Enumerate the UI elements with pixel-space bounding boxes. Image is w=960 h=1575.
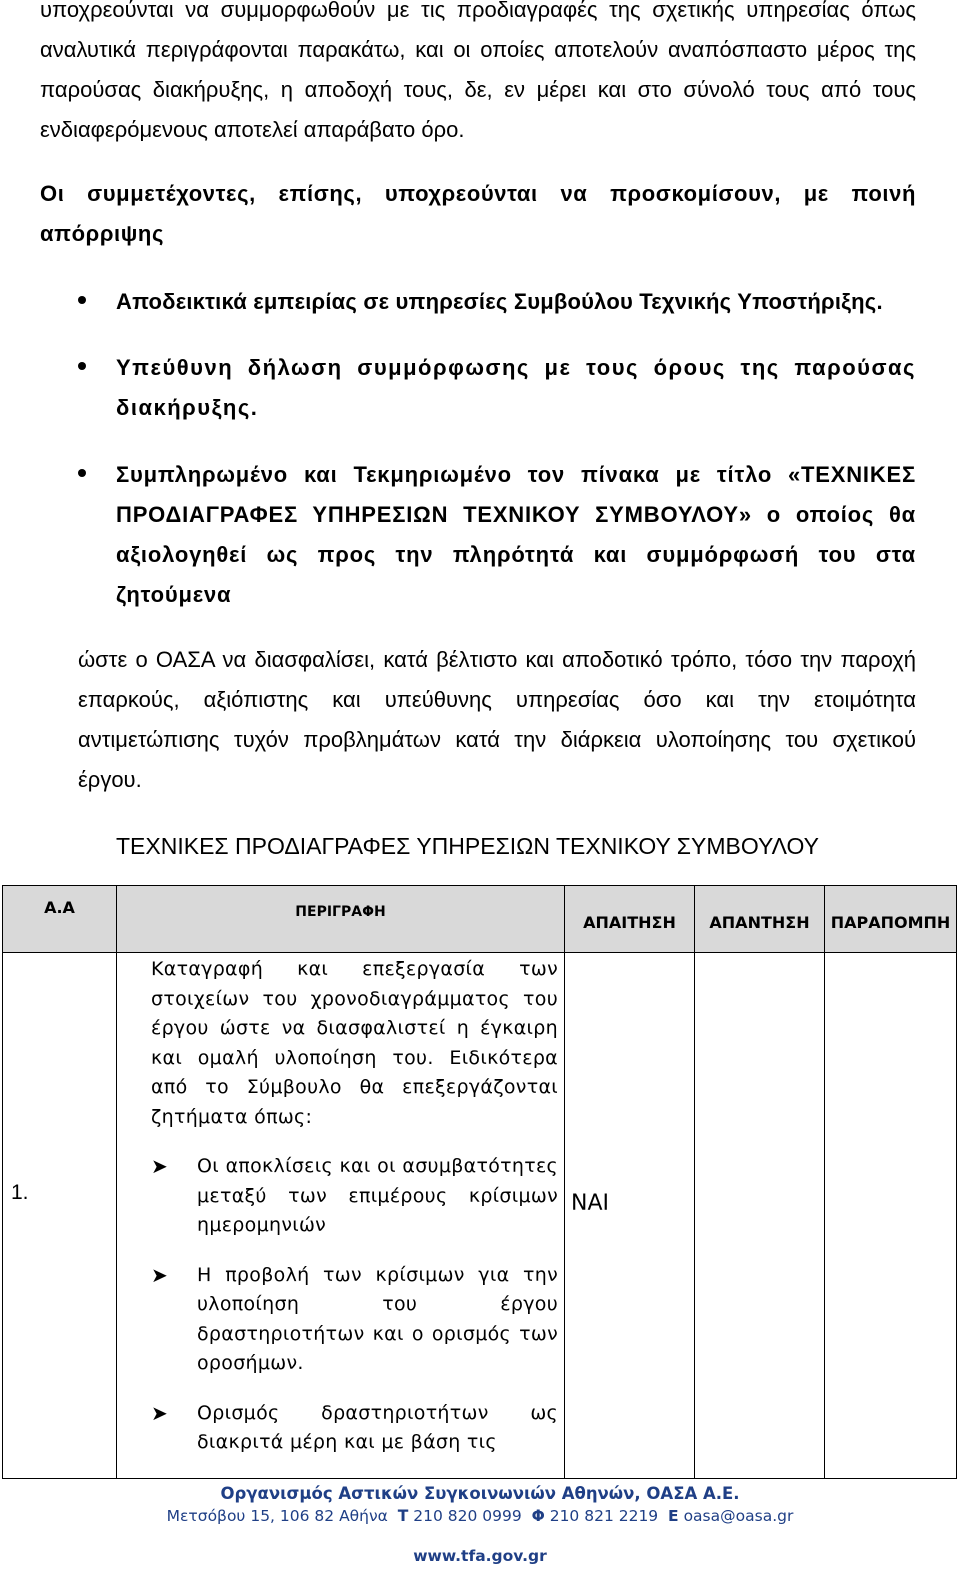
specifications-table — [2, 885, 957, 1479]
header-requirement: ΑΠΑΙΤΗΣΗ — [565, 886, 695, 953]
table-header-row — [3, 886, 957, 953]
phone-label: Τ — [397, 1507, 409, 1525]
cell-description — [117, 953, 565, 1479]
fax-label: Φ — [531, 1507, 545, 1525]
description-intro: Καταγραφή και επεξεργασία των στοιχείων του χρονοδιαγράμματος του έργου ώστε να διασφαλιστεί η έγκαιρη και ομαλή υλοποίηση του. Ειδικότερα από το Σύμβουλο θα επεξεργάζονται ζητήματα όπως: — [151, 958, 558, 1128]
table-title: ΤΕΧΝΙΚΕΣ ΠΡΟΔΙΑΓΡΑΦΕΣ ΥΠΗΡΕΣΙΩΝ ΤΕΧΝΙΚΟΥ ΣΥΜΒΟΥΛΟΥ — [116, 833, 820, 859]
header-description: ΠΕΡΙΓΡΑΦΗ — [117, 886, 565, 953]
arrow-bullet-icon: ➤ — [151, 1262, 169, 1287]
cell-requirement: ΝΑΙ — [565, 953, 695, 1479]
paragraph-purpose: ώστε ο ΟΑΣΑ να διασφαλίσει, κατά βέλτιστο και αποδοτικό τρόπο, τόσο την παροχή επαρκούς, αξιόπιστης και υπεύθυνης υπηρεσίας όσο και την ετοιμότητα αντιμετώπισης τυχόν προβλημάτων κατά την διάρκεια υλοποίησης του σχετικού έργου. — [78, 647, 916, 792]
email-label: E — [668, 1507, 679, 1525]
bullet-dot-icon — [78, 469, 86, 477]
description-item: ➤ Η προβολή των κρίσιμων για την υλοποίηση του έργου δραστηριοτήτων και ο ορισμός των οροσήμων. — [151, 1262, 558, 1374]
header-aa: Α.Α — [3, 886, 117, 953]
footer-email[interactable]: oasa@oasa.gr — [683, 1507, 794, 1525]
footer-contact — [0, 1507, 960, 1525]
bullet-text: Υπεύθυνη δήλωση συμμόρφωσης με τους όρους της παρούσας διακήρυξης. — [116, 355, 916, 420]
bullet-item — [78, 282, 916, 322]
bullet-item — [78, 348, 916, 428]
bullet-item — [78, 455, 916, 615]
bullet-text: Αποδεικτικά εμπειρίας σε υπηρεσίες Συμβούλου Τεχνικής Υποστήριξης. — [116, 289, 883, 314]
footer-fax: 210 821 2219 — [549, 1507, 659, 1525]
table-row — [3, 953, 957, 1479]
bullet-dot-icon — [78, 296, 86, 304]
footer-website-link[interactable]: www.tfa.gov.gr — [413, 1547, 547, 1565]
paragraph-intro: υποχρεούνται να συμμορφωθούν με τις προδιαγραφές της σχετικής υπηρεσίας όπως αναλυτικά περιγράφονται παρακάτω, και οι οποίες αποτελούν αναπόσπαστο μέρος της παρούσας διακήρυξης, η αποδοχή τους, δε, εν μέρει και στο σύνολό τους από τους ενδιαφερόμενους αποτελεί απαράβατο όρο. — [40, 0, 916, 142]
bullet-text: Συμπληρωμένο και Τεκμηριωμένο τον πίνακα με τίτλο «ΤΕΧΝΙΚΕΣ ΠΡΟΔΙΑΓΡΑΦΕΣ ΥΠΗΡΕΣΙΩΝ ΤΕΧΝΙΚΟΥ ΣΥΜΒΟΥΛΟΥ» ο οποίος θα αξιολογηθεί ως προς την πληρότητά και συμμόρφωσή του στα ζητούμενα — [116, 462, 916, 607]
arrow-bullet-icon: ➤ — [151, 1400, 169, 1425]
description-item: ➤ Ορισμός δραστηριοτήτων ως διακριτά μέρη και με βάση τις — [151, 1400, 558, 1453]
header-reference: ΠΑΡΑΠΟΜΠΗ — [825, 886, 957, 953]
footer-address: Μετσόβου 15, 106 82 Αθήνα — [166, 1507, 388, 1525]
footer-organization: Οργανισμός Αστικών Συγκοινωνιών Αθηνών, ΟΑΣΑ Α.Ε. — [220, 1484, 740, 1503]
cell-reference — [825, 953, 957, 1479]
footer-phone: 210 820 0999 — [413, 1507, 522, 1525]
description-item: ➤ Οι αποκλίσεις και οι ασυμβατότητες μεταξύ των επιμέρους κρίσιμων ημερομηνιών — [151, 1154, 558, 1236]
header-response: ΑΠΑΝΤΗΣΗ — [695, 886, 825, 953]
bullet-dot-icon — [78, 362, 86, 370]
cell-aa: 1. — [3, 953, 117, 1479]
paragraph-requirements: Οι συμμετέχοντες, επίσης, υποχρεούνται να προσκομίσουν, με ποινή απόρριψης — [40, 181, 916, 246]
cell-response — [695, 953, 825, 1479]
arrow-bullet-icon: ➤ — [151, 1154, 169, 1178]
